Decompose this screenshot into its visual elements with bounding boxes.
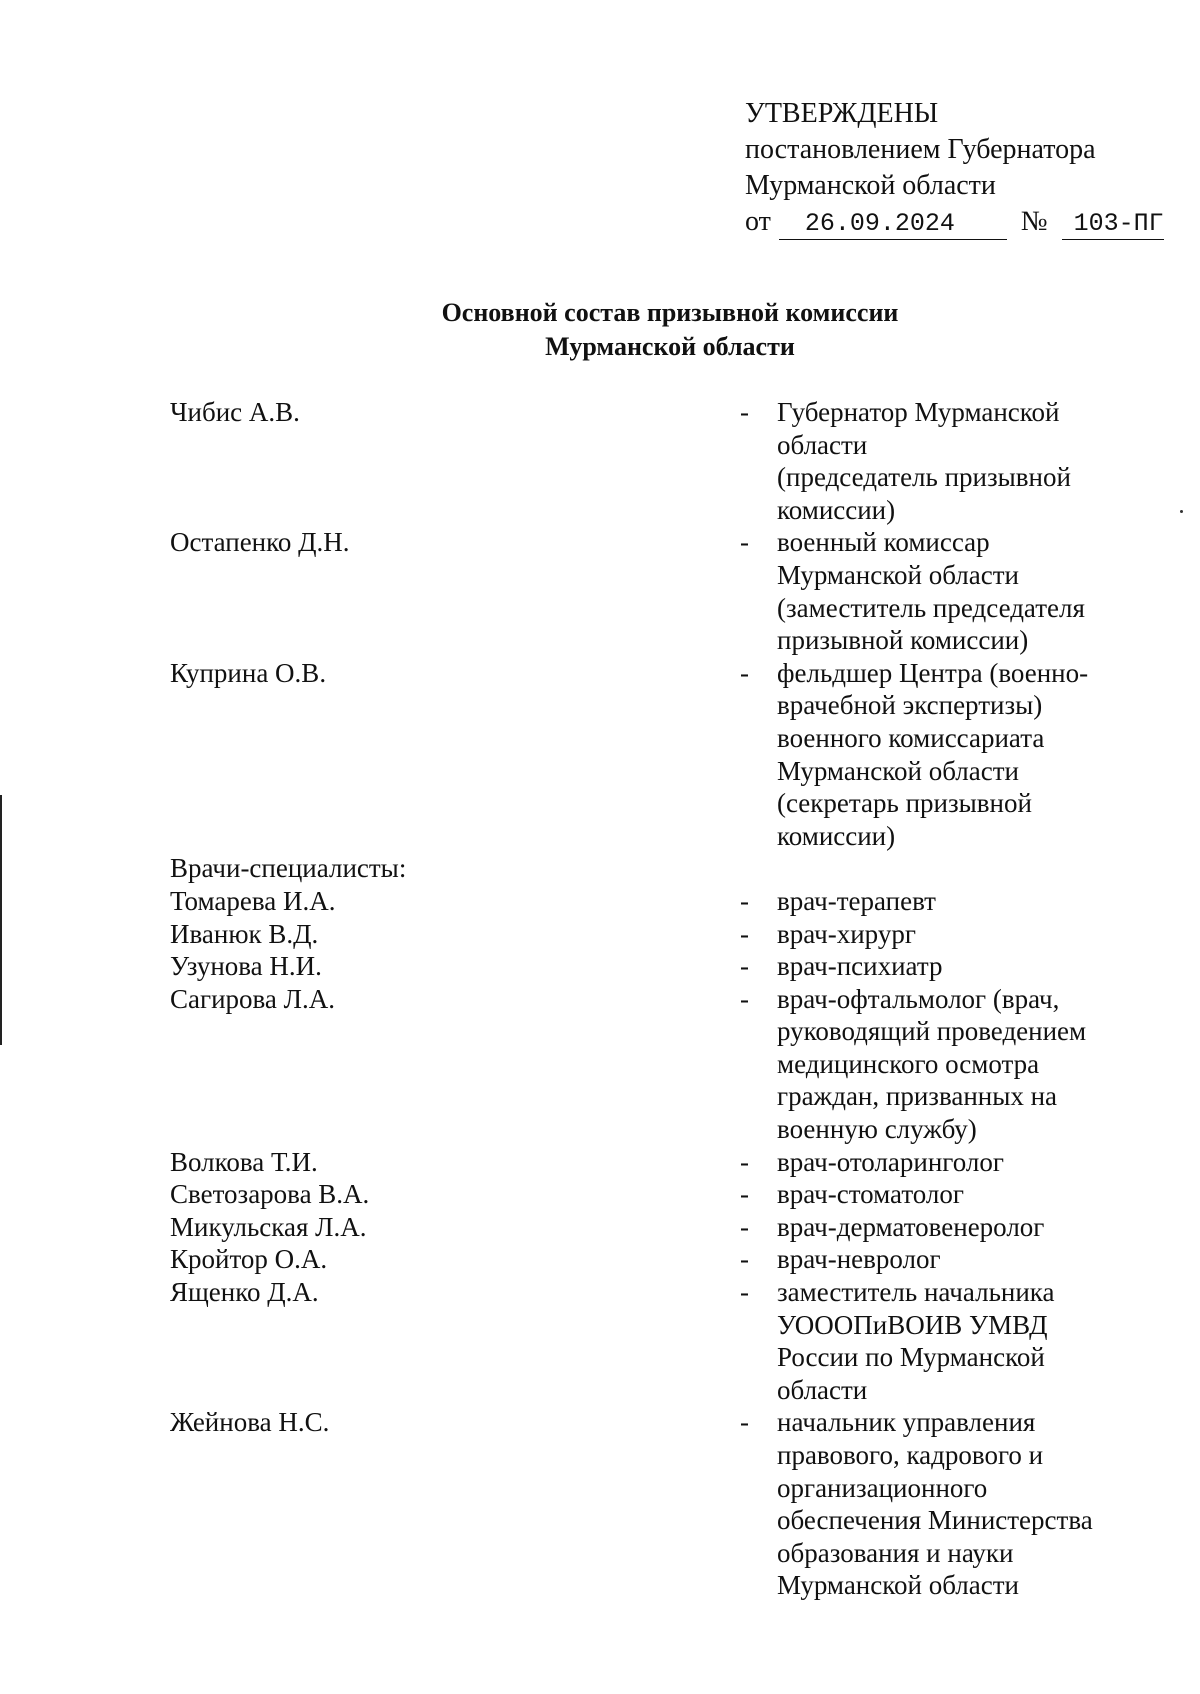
member-row xyxy=(170,918,1130,951)
role-line: Мурманской области xyxy=(777,559,1019,590)
member-role xyxy=(777,1406,1117,1602)
member-name: Сагирова Л.А. xyxy=(170,983,335,1014)
document-title xyxy=(0,296,1200,364)
role-line: Мурманской области xyxy=(777,755,1019,786)
role-dash: - xyxy=(740,1277,749,1308)
role-line: образования и науки xyxy=(777,1537,1014,1568)
role-line: области xyxy=(777,1374,868,1405)
member-name: Иванюк В.Д. xyxy=(170,918,319,949)
member-row xyxy=(170,396,1130,526)
approval-block xyxy=(745,96,1164,240)
role-line: фельдшер Центра (военно- xyxy=(777,657,1089,688)
role-line: призывной комиссии) xyxy=(777,625,1029,656)
role-dash: - xyxy=(740,1244,749,1275)
role-line: врач-хирург xyxy=(777,918,916,949)
member-row xyxy=(170,1178,1130,1211)
member-name: Кройтор О.А. xyxy=(170,1244,328,1275)
title-line-1: Основной состав призывной комиссии xyxy=(441,298,899,327)
member-name: Волкова Т.И. xyxy=(170,1146,318,1177)
approval-number: 103-ПГ xyxy=(1062,209,1164,240)
member-row xyxy=(170,1211,1130,1244)
role-line: военного комиссариата xyxy=(777,722,1045,753)
role-line: Губернатор Мурманской xyxy=(777,397,1060,427)
role-dash: - xyxy=(740,1211,749,1242)
member-row xyxy=(170,657,1130,853)
date-prefix: от xyxy=(745,206,771,237)
member-list xyxy=(170,396,1130,1602)
role-line: (секретарь призывной xyxy=(777,788,1032,819)
role-line: граждан, призванных на xyxy=(777,1081,1058,1112)
role-line: (заместитель председателя xyxy=(777,592,1085,623)
member-role xyxy=(777,1276,1117,1406)
member-row xyxy=(170,1243,1130,1276)
role-line: врач-дерматовенеролог xyxy=(777,1211,1045,1242)
role-dash: - xyxy=(740,951,749,982)
role-line: комиссии) xyxy=(777,494,896,525)
role-dash: - xyxy=(740,983,749,1014)
member-role xyxy=(777,657,1117,853)
member-role xyxy=(777,1178,1117,1211)
role-line: руководящий проведением xyxy=(777,1016,1087,1047)
approval-heading: УТВЕРЖДЕНЫ xyxy=(745,98,939,129)
role-line: УОООПиВОИВ УМВД xyxy=(777,1309,1048,1340)
specialists-header: Врачи-специалисты: xyxy=(170,853,407,884)
role-line: врач-отоларинголог xyxy=(777,1146,1004,1177)
role-line: военную службу) xyxy=(777,1114,977,1145)
role-line: (председатель призывной xyxy=(777,462,1071,493)
member-row xyxy=(170,526,1130,656)
member-role xyxy=(777,885,1117,918)
role-line: России по Мурманской xyxy=(777,1342,1045,1373)
role-line: врач-офтальмолог (врач, xyxy=(777,983,1060,1014)
member-role xyxy=(777,1211,1117,1244)
member-name: Куприна О.В. xyxy=(170,657,327,688)
role-dash: - xyxy=(740,1179,749,1210)
role-line: области xyxy=(777,429,868,460)
role-line: начальник управления xyxy=(777,1407,1036,1438)
member-role xyxy=(777,1243,1117,1276)
role-line: медицинского осмотра xyxy=(777,1048,1040,1079)
member-role xyxy=(777,918,1117,951)
member-name: Жейнова Н.С. xyxy=(170,1407,330,1438)
member-role xyxy=(777,526,1117,656)
member-row xyxy=(170,950,1130,983)
role-line: организационного xyxy=(777,1472,988,1503)
member-role xyxy=(777,983,1117,1146)
approval-line-2: Мурманской области xyxy=(745,170,996,201)
role-line: врачебной экспертизы) xyxy=(777,690,1043,721)
approval-line-1: постановлением Губернатора xyxy=(745,134,1096,165)
member-name: Узунова Н.И. xyxy=(170,951,322,982)
role-dash: - xyxy=(740,527,749,558)
role-line: врач-психиатр xyxy=(777,951,943,982)
number-label: № xyxy=(1020,206,1048,237)
member-row xyxy=(170,983,1130,1146)
member-name: Ященко Д.А. xyxy=(170,1277,319,1308)
role-line: врач-стоматолог xyxy=(777,1179,964,1210)
approval-date-number-line xyxy=(745,204,1164,240)
member-name: Остапенко Д.Н. xyxy=(170,527,350,558)
member-row xyxy=(170,1276,1130,1406)
scan-speck xyxy=(1180,510,1183,513)
scan-edge-mark xyxy=(0,795,2,1045)
role-line: обеспечения Министерства xyxy=(777,1505,1093,1536)
member-role xyxy=(777,950,1117,983)
approval-date: 26.09.2024 xyxy=(779,209,1007,240)
role-dash: - xyxy=(740,918,749,949)
role-dash: - xyxy=(740,885,749,916)
role-line: врач-невролог xyxy=(777,1244,941,1275)
role-line: правового, кадрового и xyxy=(777,1440,1044,1470)
member-name: Светозарова В.А. xyxy=(170,1179,370,1210)
member-row xyxy=(170,1406,1130,1602)
role-dash: - xyxy=(740,657,749,688)
member-name: Томарева И.А. xyxy=(170,885,336,916)
member-role xyxy=(777,1146,1117,1179)
member-role xyxy=(777,396,1117,526)
member-name: Микульская Л.А. xyxy=(170,1211,367,1242)
member-name: Чибис А.В. xyxy=(170,397,300,427)
role-dash: - xyxy=(740,397,749,427)
role-dash: - xyxy=(740,1146,749,1177)
role-line: Мурманской области xyxy=(777,1570,1019,1601)
role-line: заместитель начальника xyxy=(777,1277,1055,1308)
title-line-2: Мурманской области xyxy=(545,332,795,361)
role-line: комиссии) xyxy=(777,820,896,851)
member-row xyxy=(170,1146,1130,1179)
role-line: врач-терапевт xyxy=(777,885,936,916)
role-line: военный комиссар xyxy=(777,527,990,558)
role-dash: - xyxy=(740,1407,749,1438)
member-row xyxy=(170,885,1130,918)
